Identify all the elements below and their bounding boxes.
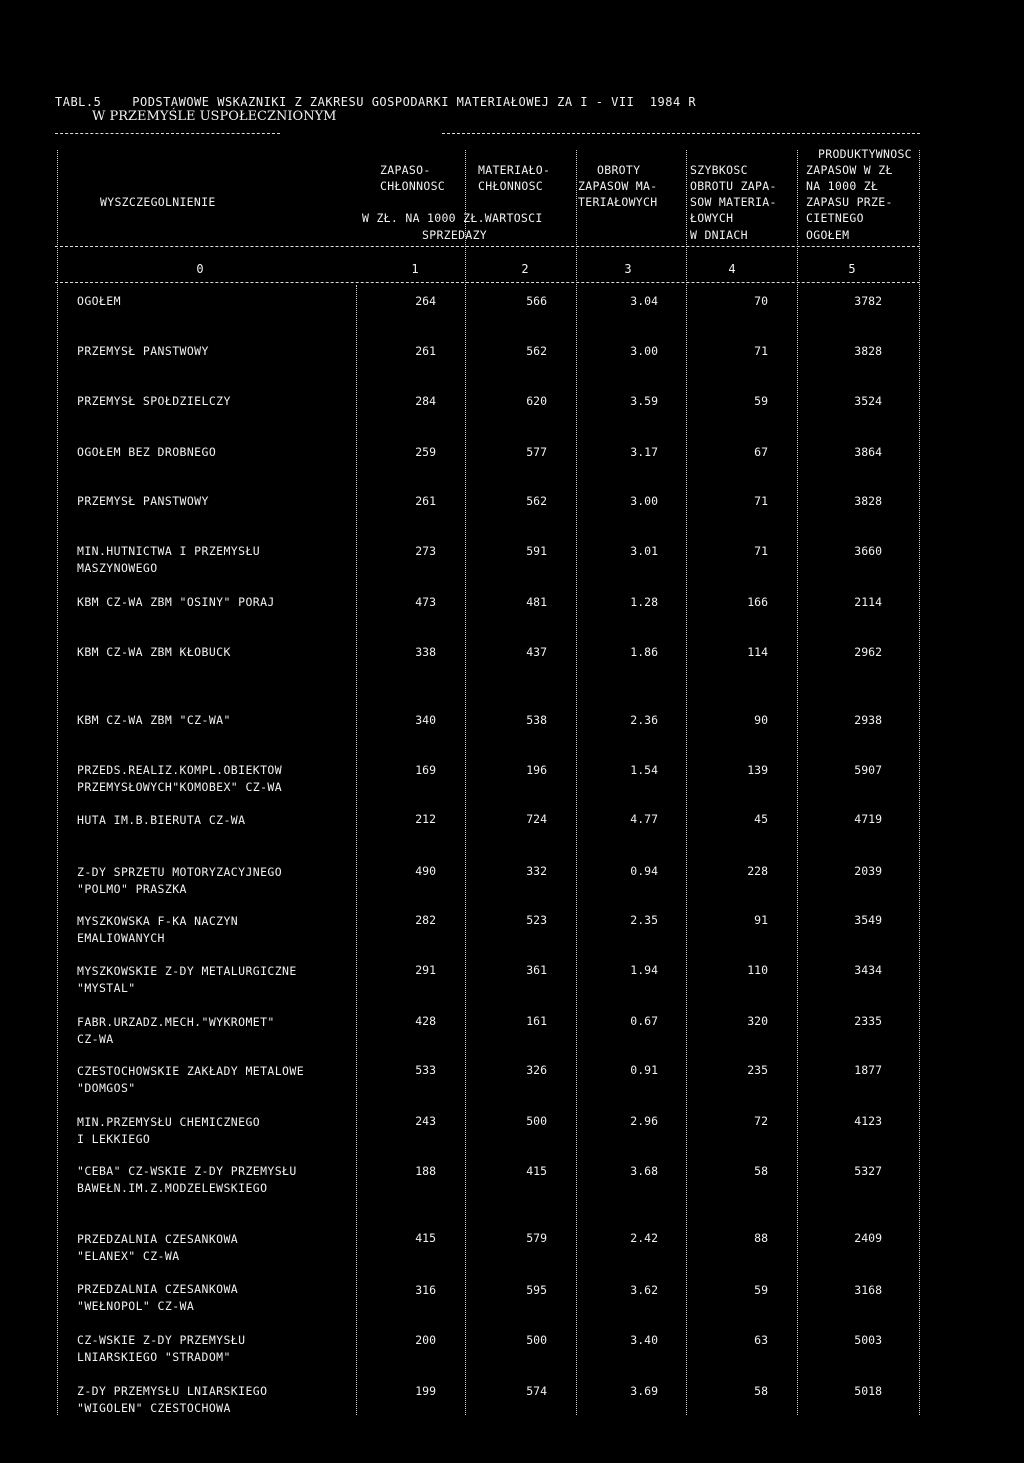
value-materiałochłonnosc: 415 bbox=[526, 1164, 547, 1178]
value-obroty: 3.40 bbox=[630, 1333, 658, 1347]
value-materiałochłonnosc: 326 bbox=[526, 1063, 547, 1077]
value-zapasochłonnosc: 428 bbox=[415, 1014, 436, 1028]
row-name: PRZEMYSŁ PANSTWOWY bbox=[77, 494, 209, 508]
value-szybkosc: 71 bbox=[754, 494, 768, 508]
column-index-0: 0 bbox=[196, 262, 204, 276]
value-obroty: 2.42 bbox=[630, 1231, 658, 1245]
value-zapasochłonnosc: 273 bbox=[415, 544, 436, 558]
value-obroty: 3.01 bbox=[630, 544, 658, 558]
value-obroty: 3.68 bbox=[630, 1164, 658, 1178]
value-obroty: 3.62 bbox=[630, 1283, 658, 1297]
value-obroty: 3.17 bbox=[630, 445, 658, 459]
value-produktywnosc: 3549 bbox=[854, 913, 882, 927]
header-col1-line1: ZAPASO- bbox=[380, 163, 431, 177]
header-col5-line2: ZAPASOW W ZŁ bbox=[806, 163, 893, 177]
index-rule bbox=[55, 282, 920, 283]
value-szybkosc: 58 bbox=[754, 1384, 768, 1398]
value-szybkosc: 88 bbox=[754, 1231, 768, 1245]
row-name: MYSZKOWSKIE Z-DY METALURGICZNE "MYSTAL" bbox=[77, 964, 297, 995]
table-title: TABL.5 PODSTAWOWE WSKAZNIKI Z ZAKRESU GOSPODARKI MATERIAŁOWEJ ZA I - VII 1984 R bbox=[55, 95, 697, 109]
value-zapasochłonnosc: 169 bbox=[415, 763, 436, 777]
value-szybkosc: 90 bbox=[754, 713, 768, 727]
value-materiałochłonnosc: 574 bbox=[526, 1384, 547, 1398]
value-obroty: 3.04 bbox=[630, 294, 658, 308]
value-materiałochłonnosc: 523 bbox=[526, 913, 547, 927]
value-produktywnosc: 3828 bbox=[854, 494, 882, 508]
value-produktywnosc: 1877 bbox=[854, 1063, 882, 1077]
value-zapasochłonnosc: 291 bbox=[415, 963, 436, 977]
divider-col4 bbox=[686, 150, 687, 1415]
row-name: MIN.HUTNICTWA I PRZEMYSŁU MASZYNOWEGO bbox=[77, 544, 261, 575]
row-name: PRZEDZALNIA CZESANKOWA "ELANEX" CZ-WA bbox=[77, 1232, 239, 1263]
value-szybkosc: 228 bbox=[747, 864, 768, 878]
value-obroty: 2.35 bbox=[630, 913, 658, 927]
value-zapasochłonnosc: 533 bbox=[415, 1063, 436, 1077]
value-szybkosc: 45 bbox=[754, 812, 768, 826]
value-szybkosc: 71 bbox=[754, 344, 768, 358]
column-index-4: 4 bbox=[728, 262, 736, 276]
value-szybkosc: 320 bbox=[747, 1014, 768, 1028]
value-zapasochłonnosc: 415 bbox=[415, 1231, 436, 1245]
value-zapasochłonnosc: 340 bbox=[415, 713, 436, 727]
column-index-5: 5 bbox=[848, 262, 856, 276]
row-name: KBM CZ-WA ZBM "OSINY" PORAJ bbox=[77, 595, 275, 609]
top-rule-left bbox=[55, 133, 280, 134]
value-zapasochłonnosc: 282 bbox=[415, 913, 436, 927]
value-zapasochłonnosc: 473 bbox=[415, 595, 436, 609]
value-materiałochłonnosc: 196 bbox=[526, 763, 547, 777]
header-col5-line3: NA 1000 ZŁ bbox=[806, 179, 879, 193]
column-index-2: 2 bbox=[521, 262, 529, 276]
value-zapasochłonnosc: 261 bbox=[415, 344, 436, 358]
header-col12-line2: SPRZEDAZY bbox=[422, 228, 488, 242]
value-materiałochłonnosc: 579 bbox=[526, 1231, 547, 1245]
header-rule bbox=[55, 246, 920, 247]
divider-col1 bbox=[356, 285, 357, 1415]
value-obroty: 0.67 bbox=[630, 1014, 658, 1028]
row-name: OGOŁEM bbox=[77, 294, 121, 308]
value-materiałochłonnosc: 566 bbox=[526, 294, 547, 308]
header-col5-line5: CIETNEGO bbox=[806, 211, 864, 225]
value-szybkosc: 114 bbox=[747, 645, 768, 659]
row-name: HUTA IM.B.BIERUTA CZ-WA bbox=[77, 813, 246, 827]
value-materiałochłonnosc: 562 bbox=[526, 344, 547, 358]
row-name: PRZEDS.REALIZ.KOMPL.OBIEKTOW PRZEMYSŁOWYCH"KOMOBEX" CZ-WA bbox=[77, 763, 283, 794]
row-name: KBM CZ-WA ZBM KŁOBUCK bbox=[77, 645, 231, 659]
row-name: Z-DY PRZEMYSŁU LNIARSKIEGO "WIGOLEN" CZESTOCHOWA bbox=[77, 1384, 268, 1415]
value-materiałochłonnosc: 620 bbox=[526, 394, 547, 408]
value-szybkosc: 91 bbox=[754, 913, 768, 927]
value-szybkosc: 59 bbox=[754, 1283, 768, 1297]
value-zapasochłonnosc: 316 bbox=[415, 1283, 436, 1297]
value-zapasochłonnosc: 259 bbox=[415, 445, 436, 459]
row-name: CZ-WSKIE Z-DY PRZEMYSŁU LNIARSKIEGO "STRADOM" bbox=[77, 1333, 246, 1364]
value-obroty: 0.91 bbox=[630, 1063, 658, 1077]
value-szybkosc: 110 bbox=[747, 963, 768, 977]
row-name: FABR.URZADZ.MECH."WYKROMET" CZ-WA bbox=[77, 1015, 275, 1046]
value-szybkosc: 70 bbox=[754, 294, 768, 308]
value-produktywnosc: 3782 bbox=[854, 294, 882, 308]
column-index-1: 1 bbox=[411, 262, 419, 276]
value-produktywnosc: 3434 bbox=[854, 963, 882, 977]
value-zapasochłonnosc: 264 bbox=[415, 294, 436, 308]
value-produktywnosc: 3524 bbox=[854, 394, 882, 408]
row-name: OGOŁEM BEZ DROBNEGO bbox=[77, 445, 217, 459]
value-produktywnosc: 3864 bbox=[854, 445, 882, 459]
header-col3-line2: ZAPASOW MA- bbox=[578, 179, 658, 193]
row-name: Z-DY SPRZETU MOTORYZACYJNEGO "POLMO" PRASZKA bbox=[77, 865, 283, 896]
value-materiałochłonnosc: 332 bbox=[526, 864, 547, 878]
table-subtitle: W PRZEMYŚLE USPOŁECZNIONYM bbox=[92, 109, 337, 124]
row-name: PRZEMYSŁ SPOŁDZIELCZY bbox=[77, 394, 231, 408]
value-produktywnosc: 3828 bbox=[854, 344, 882, 358]
value-szybkosc: 63 bbox=[754, 1333, 768, 1347]
column-index-3: 3 bbox=[624, 262, 632, 276]
top-rule-right bbox=[442, 133, 920, 134]
value-produktywnosc: 3168 bbox=[854, 1283, 882, 1297]
value-zapasochłonnosc: 490 bbox=[415, 864, 436, 878]
row-name: "CEBA" CZ-WSKIE Z-DY PRZEMYSŁU BAWEŁN.IM.Z.MODZELEWSKIEGO bbox=[77, 1164, 297, 1195]
value-produktywnosc: 2962 bbox=[854, 645, 882, 659]
divider-right bbox=[919, 150, 920, 1415]
value-zapasochłonnosc: 261 bbox=[415, 494, 436, 508]
value-materiałochłonnosc: 500 bbox=[526, 1333, 547, 1347]
value-zapasochłonnosc: 212 bbox=[415, 812, 436, 826]
header-col2-line1: MATERIAŁO- bbox=[478, 163, 551, 177]
value-produktywnosc: 4719 bbox=[854, 812, 882, 826]
value-zapasochłonnosc: 243 bbox=[415, 1114, 436, 1128]
header-wyszczegolnienie: WYSZCZEGOLNIENIE bbox=[100, 195, 216, 209]
value-obroty: 1.28 bbox=[630, 595, 658, 609]
value-produktywnosc: 2409 bbox=[854, 1231, 882, 1245]
value-produktywnosc: 5018 bbox=[854, 1384, 882, 1398]
value-produktywnosc: 2039 bbox=[854, 864, 882, 878]
value-zapasochłonnosc: 284 bbox=[415, 394, 436, 408]
value-zapasochłonnosc: 200 bbox=[415, 1333, 436, 1347]
header-col3-line1: OBROTY bbox=[597, 163, 641, 177]
value-szybkosc: 166 bbox=[747, 595, 768, 609]
row-name: PRZEMYSŁ PANSTWOWY bbox=[77, 344, 209, 358]
value-szybkosc: 235 bbox=[747, 1063, 768, 1077]
value-szybkosc: 59 bbox=[754, 394, 768, 408]
header-col4-line2: OBROTU ZAPA- bbox=[690, 179, 777, 193]
header-col12-line1: W ZŁ. NA 1000 ZŁ.WARTOSCI bbox=[362, 211, 543, 225]
value-obroty: 4.77 bbox=[630, 812, 658, 826]
value-zapasochłonnosc: 188 bbox=[415, 1164, 436, 1178]
value-materiałochłonnosc: 437 bbox=[526, 645, 547, 659]
value-produktywnosc: 3660 bbox=[854, 544, 882, 558]
value-materiałochłonnosc: 577 bbox=[526, 445, 547, 459]
value-obroty: 3.59 bbox=[630, 394, 658, 408]
value-obroty: 3.00 bbox=[630, 344, 658, 358]
value-obroty: 3.69 bbox=[630, 1384, 658, 1398]
header-col3-line3: TERIAŁOWYCH bbox=[578, 195, 658, 209]
value-materiałochłonnosc: 538 bbox=[526, 713, 547, 727]
value-materiałochłonnosc: 481 bbox=[526, 595, 547, 609]
value-obroty: 3.00 bbox=[630, 494, 658, 508]
value-materiałochłonnosc: 595 bbox=[526, 1283, 547, 1297]
value-produktywnosc: 2938 bbox=[854, 713, 882, 727]
row-name: MYSZKOWSKA F-KA NACZYN EMALIOWANYCH bbox=[77, 914, 239, 945]
row-name: CZESTOCHOWSKIE ZAKŁADY METALOWE "DOMGOS" bbox=[77, 1064, 305, 1095]
value-materiałochłonnosc: 724 bbox=[526, 812, 547, 826]
value-obroty: 0.94 bbox=[630, 864, 658, 878]
row-name: MIN.PRZEMYSŁU CHEMICZNEGO I LEKKIEGO bbox=[77, 1115, 261, 1146]
divider-col3 bbox=[576, 150, 577, 1415]
header-col1-line2: CHŁONNOSC bbox=[380, 179, 446, 193]
value-produktywnosc: 5327 bbox=[854, 1164, 882, 1178]
value-zapasochłonnosc: 338 bbox=[415, 645, 436, 659]
value-produktywnosc: 2335 bbox=[854, 1014, 882, 1028]
header-col5-line1: PRODUKTYWNOSC bbox=[818, 147, 912, 161]
header-col4-line5: W DNIACH bbox=[690, 228, 748, 242]
value-produktywnosc: 2114 bbox=[854, 595, 882, 609]
value-materiałochłonnosc: 361 bbox=[526, 963, 547, 977]
header-col4-line4: ŁOWYCH bbox=[690, 211, 734, 225]
value-obroty: 1.86 bbox=[630, 645, 658, 659]
value-szybkosc: 67 bbox=[754, 445, 768, 459]
header-col5-line4: ZAPASU PRZE- bbox=[806, 195, 893, 209]
value-szybkosc: 72 bbox=[754, 1114, 768, 1128]
header-col2-line2: CHŁONNOSC bbox=[478, 179, 544, 193]
value-szybkosc: 71 bbox=[754, 544, 768, 558]
value-szybkosc: 139 bbox=[747, 763, 768, 777]
divider-col5 bbox=[797, 150, 798, 1415]
header-col4-line1: SZYBKOSC bbox=[690, 163, 748, 177]
value-zapasochłonnosc: 199 bbox=[415, 1384, 436, 1398]
divider-col2 bbox=[465, 150, 466, 1415]
value-materiałochłonnosc: 591 bbox=[526, 544, 547, 558]
divider-left bbox=[57, 150, 58, 1415]
value-obroty: 1.94 bbox=[630, 963, 658, 977]
value-obroty: 2.36 bbox=[630, 713, 658, 727]
header-col4-line3: SOW MATERIA- bbox=[690, 195, 777, 209]
row-name: KBM CZ-WA ZBM "CZ-WA" bbox=[77, 713, 231, 727]
value-materiałochłonnosc: 562 bbox=[526, 494, 547, 508]
row-name: PRZEDZALNIA CZESANKOWA "WEŁNOPOL" CZ-WA bbox=[77, 1282, 239, 1313]
value-produktywnosc: 4123 bbox=[854, 1114, 882, 1128]
value-obroty: 2.96 bbox=[630, 1114, 658, 1128]
value-materiałochłonnosc: 500 bbox=[526, 1114, 547, 1128]
value-obroty: 1.54 bbox=[630, 763, 658, 777]
header-col5-line6: OGOŁEM bbox=[806, 228, 850, 242]
value-produktywnosc: 5003 bbox=[854, 1333, 882, 1347]
value-szybkosc: 58 bbox=[754, 1164, 768, 1178]
value-materiałochłonnosc: 161 bbox=[526, 1014, 547, 1028]
value-produktywnosc: 5907 bbox=[854, 763, 882, 777]
